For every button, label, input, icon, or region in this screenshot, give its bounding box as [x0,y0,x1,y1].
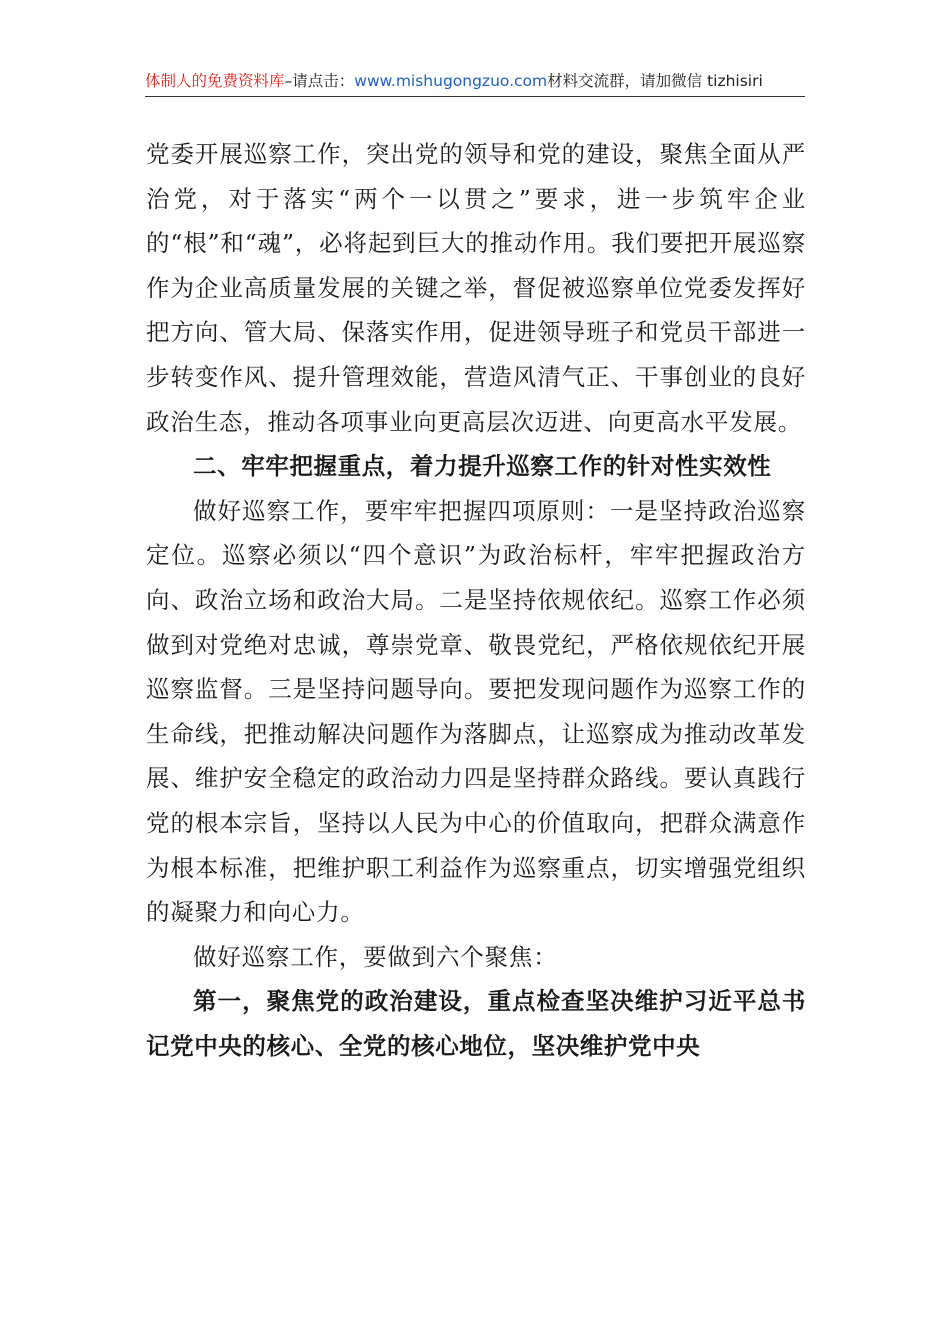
paragraph-six-focuses: 做好巡察工作，要做到六个聚焦： [193,942,558,971]
header-url-link[interactable]: www.mishugongzuo.com [354,72,548,90]
paragraph-four-principles: 做好巡察工作，要牢牢把握四项原则：一是坚持政治巡察定位。巡察必须以“四个意识”为政治标杆，牢牢把握政治方向、政治立场和政治大局。二是坚持依规依纪。巡察工作必须做到对党绝对忠诚，尊崇党章、敬畏党纪，严格依规依纪开展巡察监督。三是坚持问题导向。要把发现问题作为巡察工作的生命线，把推动解决问题作为落脚点，让巡察成为推动改革发展、维护安全稳定的政治动力四是坚持群众路线。要认真践行党的根本宗旨，坚持以人民为中心的价值取向，把群众满意作为根本标准，把维护职工利益作为巡察重点，切实增强党组织的凝聚力和向心力。 [146,496,806,927]
document-body [146,132,806,1068]
header-prompt: –请点击： [284,72,355,90]
paragraph-continuation: 党委开展巡察工作，突出党的领导和党的建设，聚焦全面从严治党，对于落实“两个一以贯之”要求，进一步筑牢企业的“根”和“魂”，必将起到巨大的推动作用。我们要把开展巡察作为企业高质量发展的关键之举，督促被巡察单位党委发挥好把方向、管大局、保落实作用，促进领导班子和党员干部进一步转变作风、提升管理效能，营造风清气正、干事创业的良好政治生态，推动各项事业向更高层次迈进、向更高水平发展。 [146,140,806,436]
header-brand: 体制人的免费资料库 [145,72,285,90]
paragraph-first-focus: 第一，聚焦党的政治建设，重点检查坚决维护习近平总书记党中央的核心、全党的核心地位，坚决维护党中央 [146,987,806,1060]
page-header [145,66,805,97]
section-heading-2: 二、牢牢把握重点，着力提升巡察工作的针对性实效性 [193,452,772,481]
header-contact: 材料交流群，请加微信 tizhisiri [547,72,763,90]
